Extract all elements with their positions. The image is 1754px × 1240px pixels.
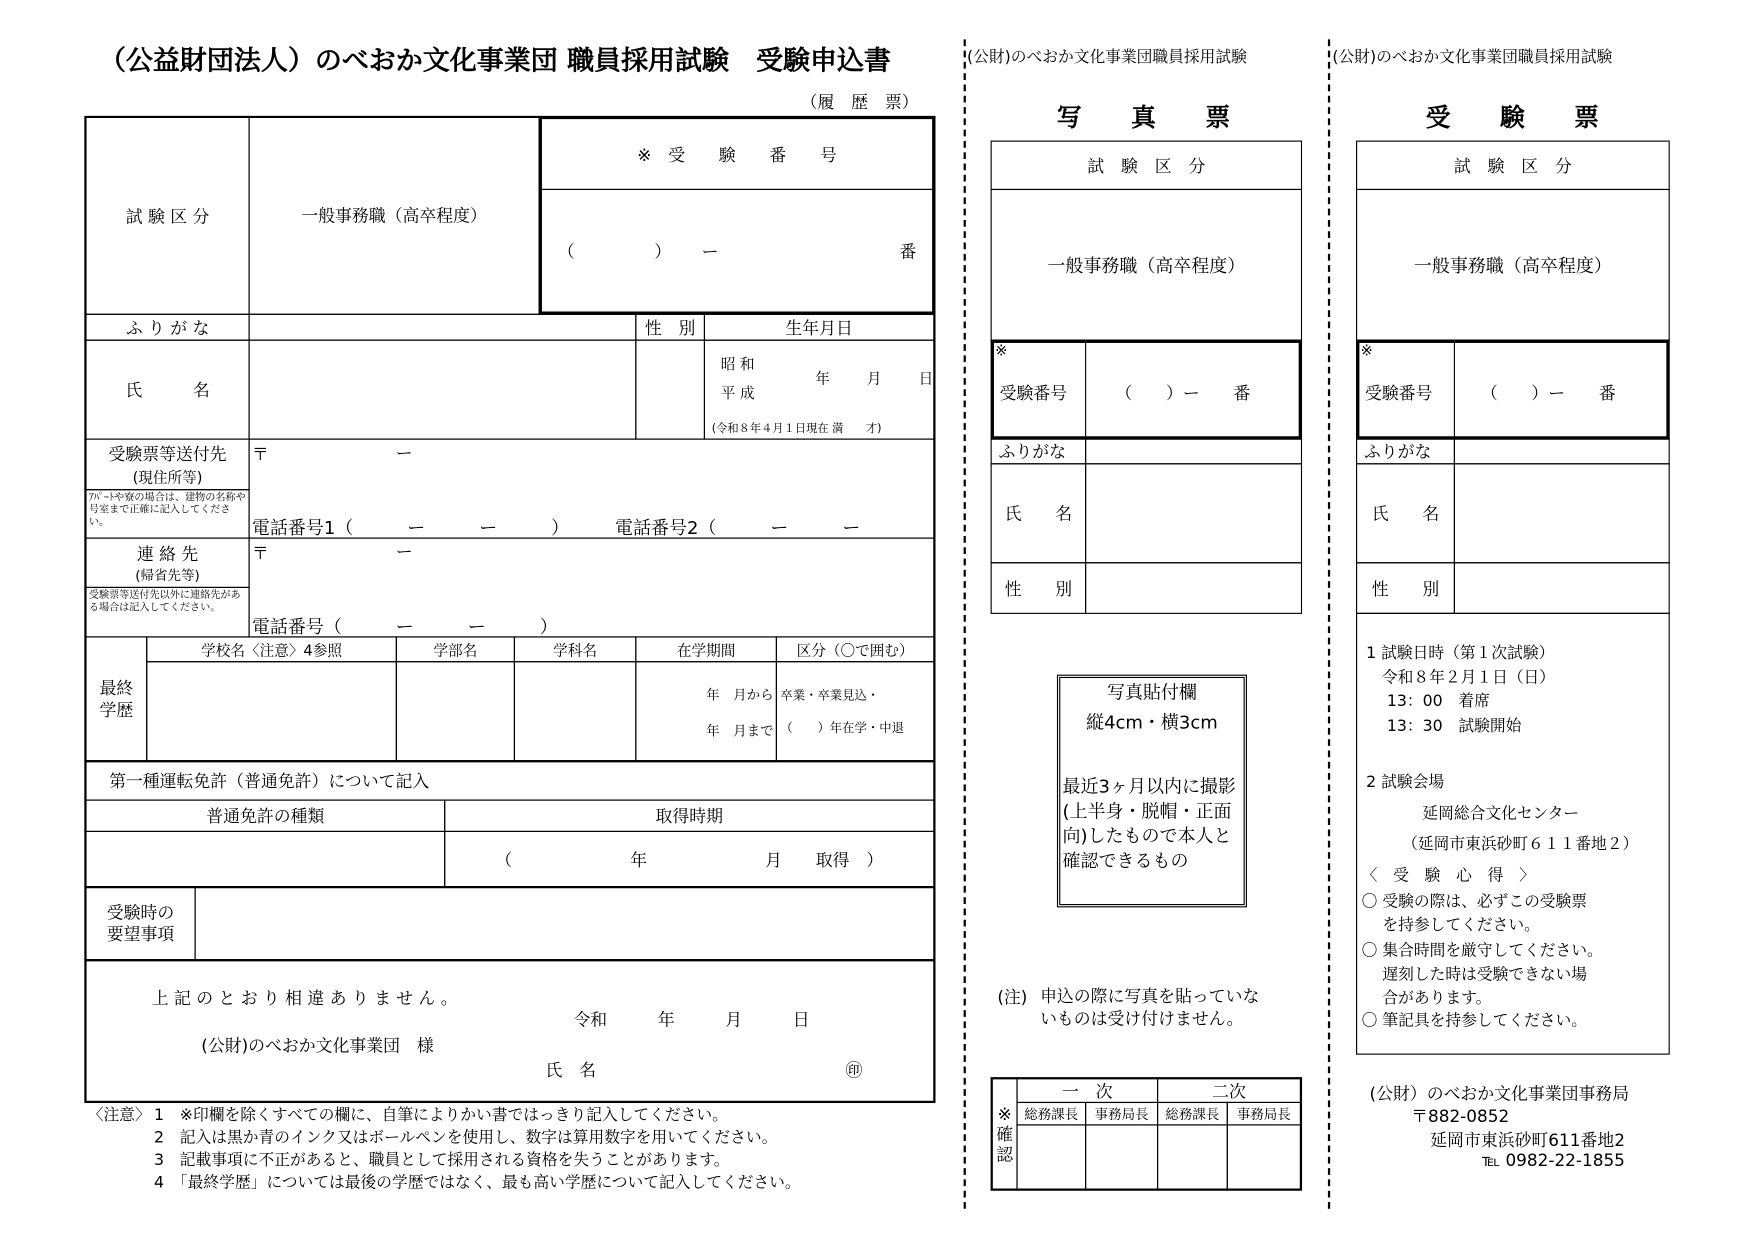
edu-school-input[interactable] (146, 661, 397, 761)
request-label: 受験時の要望事項 (84, 886, 195, 960)
dob-label: 生年月日 (704, 314, 936, 341)
info-line: 〈 受 験 心 得 〉 (1361, 866, 1535, 885)
confirm-second: 二次 (1157, 1077, 1302, 1103)
confirm-role: 総務課長 (1157, 1102, 1228, 1126)
photo-ticket-header: (公財)のべおか文化事業団職員採用試験 (966, 48, 1247, 67)
period-to: 年 月まで (706, 722, 774, 739)
office-name: (公財）のべおか文化事業団事務局 (1369, 1083, 1630, 1105)
declaration-date: 令和 年 月 日 (573, 1009, 810, 1030)
period-from: 年 月から (706, 687, 774, 703)
education-label: 最終学歴 (84, 636, 147, 761)
paren-open: （ (557, 241, 575, 262)
info-line: 13：30 試験開始 (1366, 717, 1522, 736)
confirm-stamp[interactable] (1085, 1124, 1158, 1190)
info-line: 延岡総合文化センター (1422, 805, 1580, 824)
exam-info-box (1356, 613, 1670, 1055)
exam-number-field (539, 189, 936, 315)
postal-mark-icon: 〒 (251, 543, 269, 564)
addressee: (公財)のべおか文化事業団 様 (201, 1035, 434, 1056)
address-sub: (現住所等) (132, 469, 203, 487)
address-label (84, 439, 249, 491)
era-showa: 昭 和 (720, 356, 755, 374)
status-line2: （ ）年在学・中退 (780, 720, 905, 736)
license-date-header: 取得時期 (444, 799, 935, 832)
pt-name-label: 氏 名 (991, 463, 1087, 563)
age-note: (令和８年４月１日現在 満 才) (711, 422, 882, 436)
era-heisei: 平 成 (720, 385, 755, 403)
info-line: 〇 集合時間を厳守してください。 (1361, 942, 1603, 961)
day-label: 日 (918, 371, 934, 388)
form-title: （公益財団法人）のべおか文化事業団 職員採用試験 受験申込書 (98, 44, 891, 77)
exam-ticket-title: 受 験 票 (1425, 104, 1599, 133)
contact-label (84, 537, 249, 588)
address-note: ｱﾊﾟｰﾄや寮の場合は、建物の名称や号室まで正確に記入してください。 (84, 489, 249, 538)
contact-input[interactable] (248, 537, 935, 637)
phone1: 電話番号1（ ー ー ） (251, 517, 570, 539)
et-exam-number-label: 受験番号 (1365, 383, 1433, 404)
note-1: 1 ※印欄を除くすべての欄に、自筆によりかい書ではっきり記入してください。 (154, 1106, 728, 1125)
info-line: 遅刻した時は受験できない場 (1361, 965, 1588, 984)
contact-phone: 電話番号（ ー ー ） (251, 616, 558, 638)
dash: ー (701, 241, 719, 262)
pt-category-label: 試 験 区 分 (991, 141, 1302, 190)
pt-category-value: 一般事務職（高卒程度） (991, 189, 1302, 341)
et-sex-label: 性 別 (1356, 562, 1455, 614)
license-type-input[interactable] (84, 831, 445, 887)
sex-input[interactable] (635, 340, 705, 440)
cut-line (964, 39, 966, 1208)
et-category-value: 一般事務職（高卒程度） (1356, 189, 1670, 341)
divider (1454, 343, 1455, 436)
info-line: 〇 筆記具を持参してください。 (1361, 1011, 1588, 1030)
confirm-stamp[interactable] (1157, 1124, 1228, 1190)
photo-note-label: (注) (997, 987, 1028, 1008)
edu-period-input[interactable] (635, 661, 777, 761)
pt-name-input[interactable] (1085, 463, 1302, 563)
confirm-label: ※確認 (991, 1077, 1018, 1191)
furigana-label: ふ り が な (84, 314, 249, 341)
notes-label: 〈注意〉 (87, 1106, 151, 1125)
license-date-input[interactable]: （ 年 月 取得 ） (444, 831, 935, 887)
et-exam-number-value: （ ）ー 番 (1480, 383, 1616, 404)
pt-exam-number-value: （ ）ー 番 (1115, 383, 1251, 404)
et-category-label: 試 験 区 分 (1356, 141, 1670, 190)
paren-close: ） (654, 241, 672, 262)
address-label-text: 受験票等送付先 (108, 444, 227, 465)
signature-input[interactable] (761, 1051, 918, 1085)
office-tel: ℡ 0982-22-1855 (1481, 1150, 1625, 1171)
confirm-stamp[interactable] (1016, 1124, 1086, 1190)
info-line: 1 試験日時（第１次試験） (1366, 644, 1555, 663)
license-title: 第一種運転免許（普通免許）について記入 (84, 760, 935, 800)
info-line: 合があります。 (1361, 989, 1492, 1008)
exam-category-label: 試 験 区 分 (84, 116, 249, 315)
month-label: 月 (866, 371, 882, 388)
divider (1085, 343, 1086, 436)
confirm-role: 事務局長 (1227, 1102, 1302, 1126)
info-line: 〇 受験の際は、必ずこの受験票 (1361, 892, 1588, 911)
edu-header-faculty: 学部名 (396, 636, 515, 662)
et-exam-number-box (1356, 340, 1670, 440)
status-line1: 卒業・卒業見込・ (780, 688, 880, 703)
mark: ※ (995, 342, 1008, 360)
info-line: （延岡市東浜砂町６１１番地２） (1402, 835, 1639, 854)
pt-exam-number-label: 受験番号 (999, 383, 1068, 404)
contact-label-text: 連 絡 先 (136, 543, 199, 564)
declaration-box (84, 959, 935, 1103)
edu-department-input[interactable] (514, 661, 637, 761)
declaration-text: 上 記 の と お り 相 違 あ り ま せ ん 。 (151, 988, 458, 1009)
contact-sub: (帰省先等) (135, 567, 200, 584)
edu-header-school: 学校名〈注意〉4参照 (146, 636, 397, 662)
photo-paste-area[interactable] (1057, 675, 1247, 908)
photo-size: 縦4cm・横3cm (1086, 711, 1218, 734)
phone2: 電話番号2（ ー ー (615, 517, 861, 539)
mark: ※ (1360, 342, 1373, 360)
cut-line (1328, 39, 1330, 1208)
photo-note: 申込の際に写真を貼っていないものは受け付けません。 (1040, 986, 1260, 1029)
edu-header-department: 学科名 (514, 636, 637, 662)
confirm-stamp[interactable] (1227, 1124, 1302, 1190)
pt-sex-input[interactable] (1085, 562, 1302, 614)
edu-status-input[interactable] (776, 661, 936, 761)
et-name-label: 氏 名 (1356, 463, 1455, 563)
pt-sex-label: 性 別 (991, 562, 1087, 614)
confirm-role: 事務局長 (1085, 1102, 1158, 1126)
info-line: 13：00 着席 (1366, 692, 1490, 711)
exam-category-value: 一般事務職（高卒程度） (248, 116, 539, 315)
edu-faculty-input[interactable] (396, 661, 515, 761)
sex-label: 性 別 (635, 314, 705, 341)
year-label: 年 (815, 371, 830, 388)
office-postal: 〒882-0852 (1411, 1106, 1510, 1127)
et-furigana-input[interactable] (1454, 439, 1670, 465)
license-type-header: 普通免許の種類 (84, 799, 445, 832)
et-furigana-label: ふりがな (1356, 439, 1455, 465)
pt-exam-number-box (991, 340, 1302, 440)
name-input[interactable] (248, 340, 636, 440)
photo-title: 写真貼付欄 (1106, 681, 1197, 703)
photo-ticket-title: 写 真 票 (1056, 104, 1231, 133)
confirm-first: 一 次 (1016, 1077, 1158, 1103)
info-line: 令和８年２月１日（日） (1366, 669, 1556, 688)
request-input[interactable] (195, 886, 936, 960)
info-line: 2 試験会場 (1366, 773, 1445, 792)
address-input[interactable] (248, 439, 935, 539)
pt-furigana-input[interactable] (1085, 439, 1302, 465)
et-sex-input[interactable] (1454, 562, 1670, 614)
form-subtitle: （履 歴 票） (800, 92, 919, 113)
postal-mark-icon: 〒 (251, 444, 269, 465)
ban-suffix: 番 (899, 241, 917, 262)
signature-label: 氏 名 (545, 1060, 596, 1081)
exam-ticket-header: (公財)のべおか文化事業団職員採用試験 (1332, 48, 1613, 67)
photo-instructions: 最近3ヶ月以内に撮影(上半身・脱帽・正面向)したもので本人と確認できるもの (1062, 775, 1236, 872)
note-4: 4 「最終学歴」については最後の学歴ではなく、最も高い学歴について記入してください。 (154, 1173, 801, 1192)
confirm-role: 総務課長 (1016, 1102, 1086, 1126)
info-line: を持参してください。 (1361, 916, 1540, 935)
furigana-input[interactable] (248, 314, 636, 341)
edu-header-period: 在学期間 (635, 636, 777, 662)
pt-furigana-label: ふりがな (991, 439, 1087, 465)
postal-dash: ー (395, 443, 413, 464)
note-2: 2 記入は黒か青のインク又はボールペンを使用し、数字は算用数字を用いてください。 (154, 1128, 778, 1147)
postal-dash: ー (395, 541, 413, 563)
contact-note: 受験票等送付先以外に連絡先がある場合は記入してください。 (84, 587, 249, 638)
edu-header-status: 区分（〇で囲む） (776, 636, 936, 662)
office-address: 延岡市東浜砂町611番地2 (1430, 1130, 1625, 1151)
note-3: 3 記載事項に不正があると、職員として採用される資格を失うことがあります。 (154, 1151, 730, 1170)
exam-number-header: ※ 受 験 番 号 (539, 116, 936, 190)
et-name-input[interactable] (1454, 463, 1670, 563)
seal-icon: ㊞ (845, 1060, 863, 1081)
name-label: 氏 名 (84, 340, 249, 440)
dob-input[interactable] (704, 340, 936, 440)
